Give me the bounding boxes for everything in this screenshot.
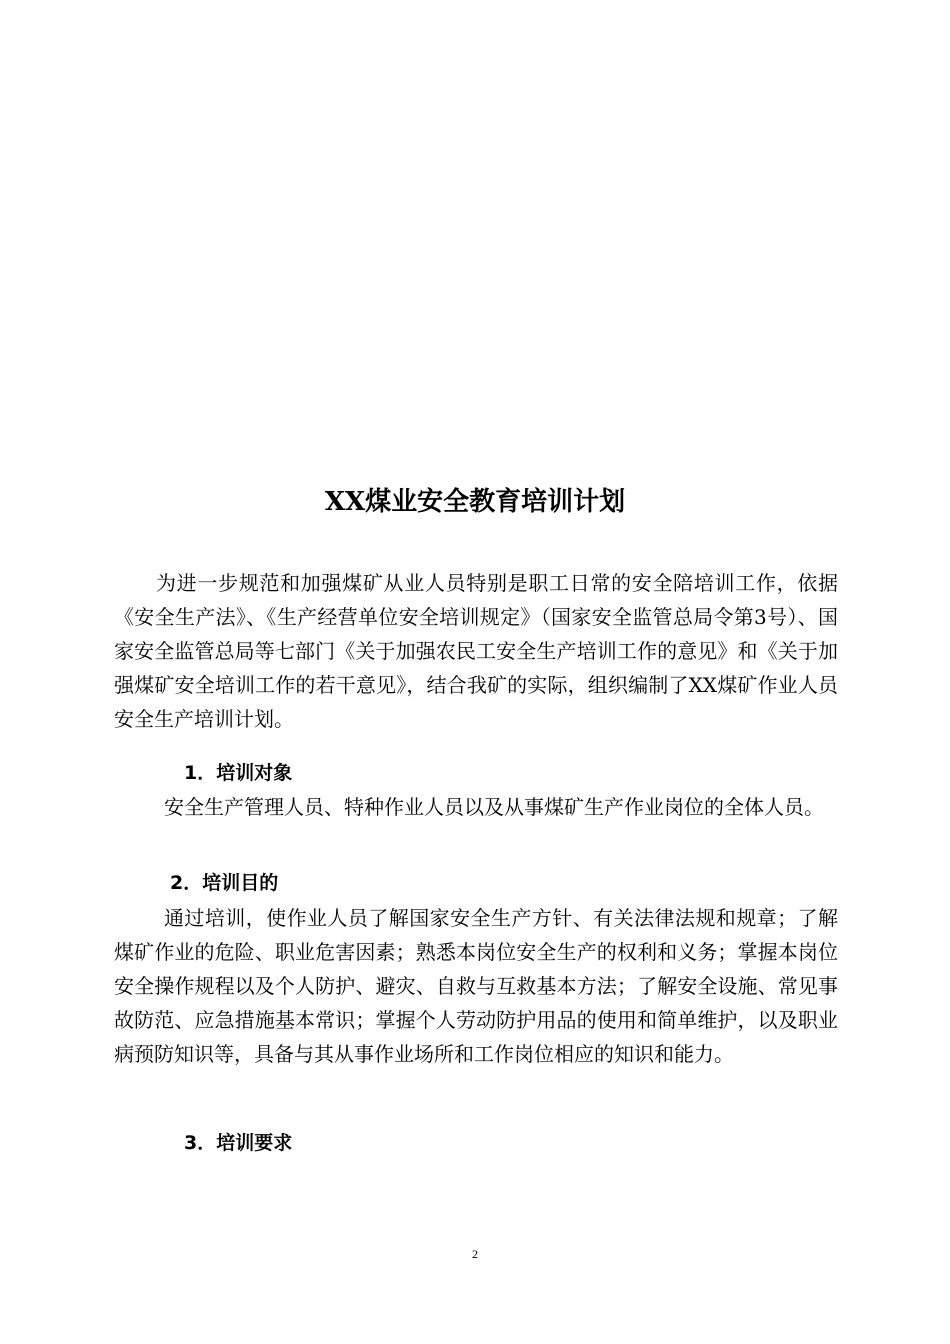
- section-text-training-purpose: 通过培训，使作业人员了解国家安全生产方针、有关法律法规和规章；了解煤矿作业的危险、职业危害因素；熟悉本岗位安全生产的权利和义务；掌握本岗位安全操作规程以及个人防护、避灾、自救与互救基本方法；了解安全设施、常见事故防范、应急措施基本常识；掌握个人劳动防护用品的使用和简单维护，以及职业病预防知识等，具备与其从事作业场所和工作岗位相应的知识和能力。: [114, 906, 838, 1066]
- intro-paragraph: 为进一步规范和加强煤矿从业人员特别是职工日常的安全陪培训工作，依据《安全生产法》、《生产经营单位安全培训规定》（国家安全监管总局令第3号）、国家安全监管总局等七部门《关于加强农民工安全生产培训工作的意见》和《关于加强煤矿安全培训工作的若干意见》，结合我矿的实际，组织编制了XX煤矿作业人员安全生产培训计划。: [114, 571, 838, 731]
- document-title: XX煤业安全教育培训计划: [324, 487, 626, 517]
- section-heading-training-requirements: 3．培训要求: [184, 1132, 293, 1154]
- page-number: 2: [472, 1247, 478, 1261]
- section-heading-training-target: 1．培训对象: [184, 762, 293, 784]
- section-heading-training-purpose: 2．培训目的: [170, 872, 279, 894]
- section-text-training-target: 安全生产管理人员、特种作业人员以及从事煤矿生产作业岗位的全体人员。: [164, 795, 824, 819]
